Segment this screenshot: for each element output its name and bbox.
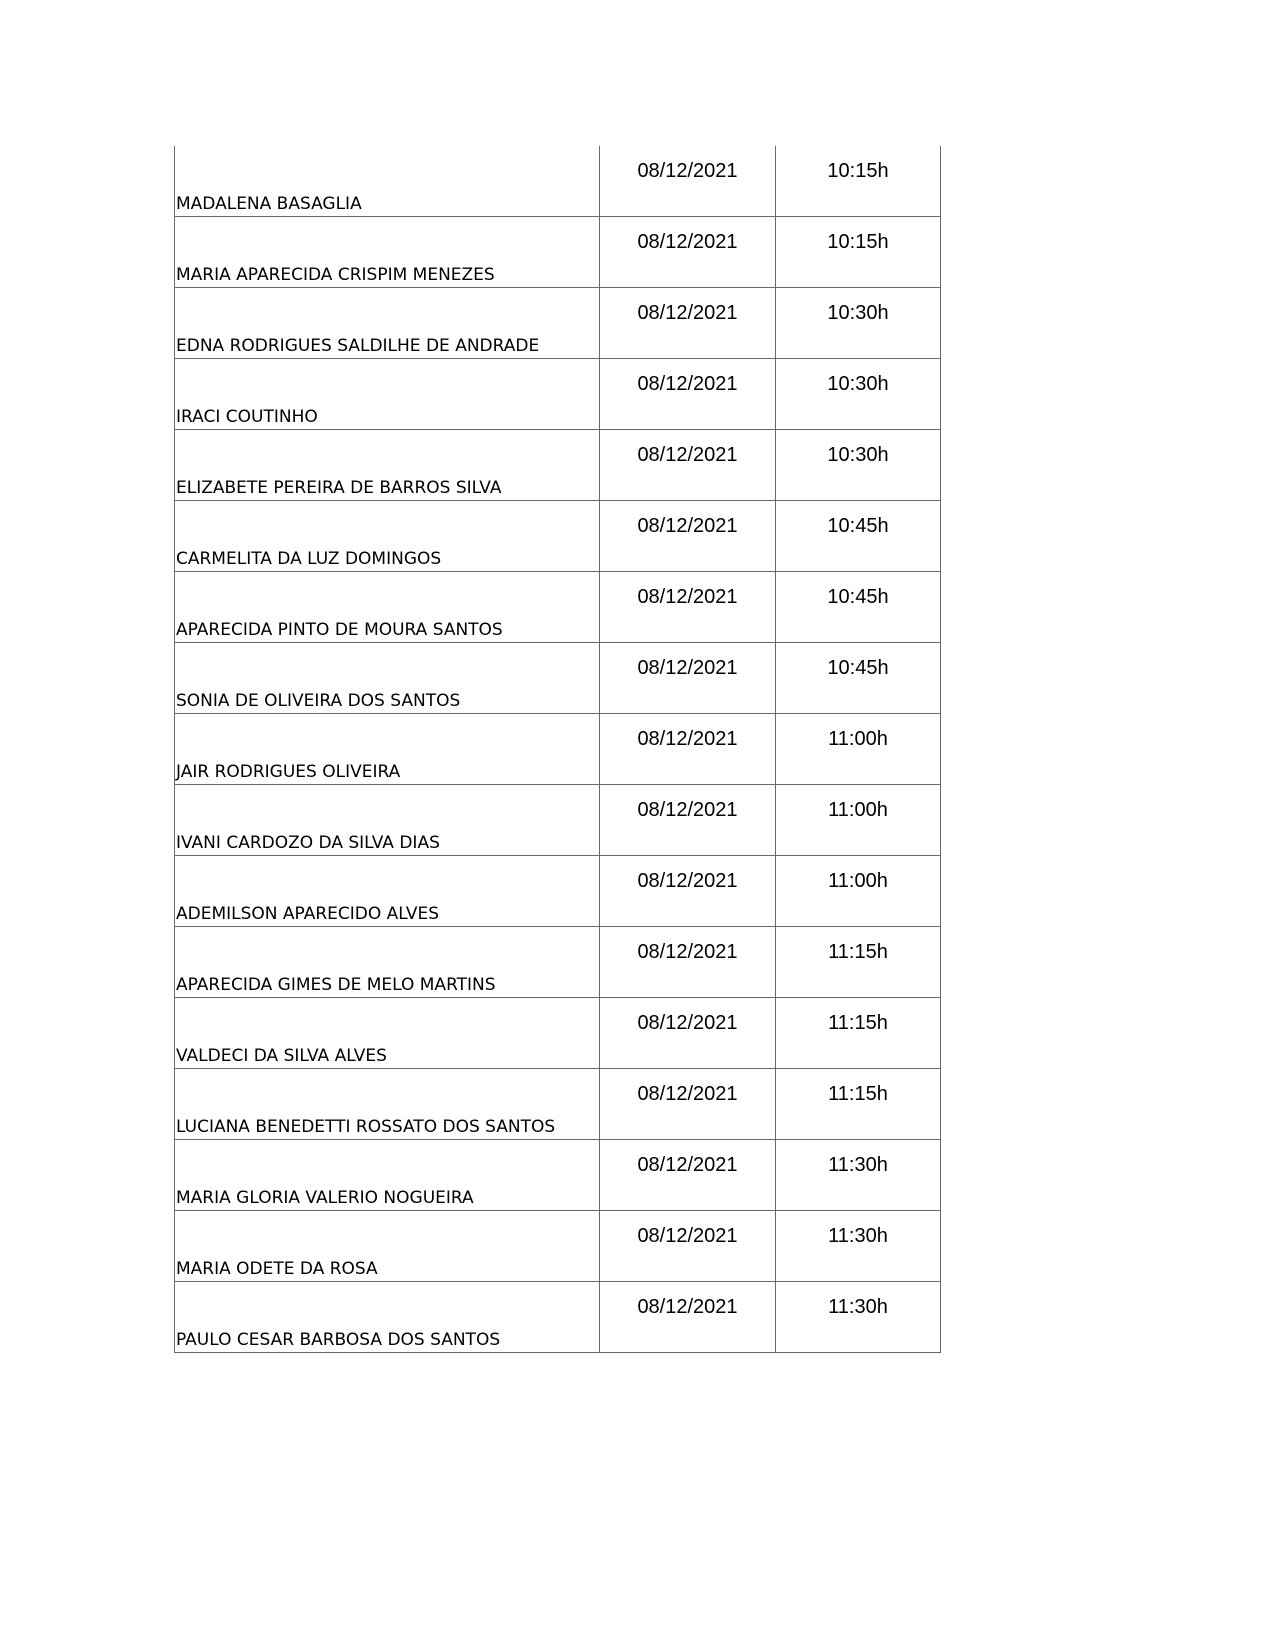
patient-name: EDNA RODRIGUES SALDILHE DE ANDRADE xyxy=(175,288,600,359)
appointment-date: 08/12/2021 xyxy=(600,501,776,572)
appointment-date: 08/12/2021 xyxy=(600,1211,776,1282)
appointment-time: 10:15h xyxy=(776,217,941,288)
appointment-time: 10:45h xyxy=(776,643,941,714)
appointment-date: 08/12/2021 xyxy=(600,927,776,998)
table-row xyxy=(175,501,941,572)
patient-name: LUCIANA BENEDETTI ROSSATO DOS SANTOS xyxy=(175,1069,600,1140)
appointment-time: 11:15h xyxy=(776,1069,941,1140)
patient-name: IRACI COUTINHO xyxy=(175,359,600,430)
table-row xyxy=(175,998,941,1069)
table-row xyxy=(175,1211,941,1282)
table-row xyxy=(175,785,941,856)
appointment-time: 10:15h xyxy=(776,146,941,217)
table-row xyxy=(175,927,941,998)
appointment-time: 10:30h xyxy=(776,288,941,359)
table-row xyxy=(175,1140,941,1211)
appointment-time: 11:00h xyxy=(776,714,941,785)
table-row xyxy=(175,856,941,927)
patient-name: APARECIDA GIMES DE MELO MARTINS xyxy=(175,927,600,998)
appointment-time: 11:15h xyxy=(776,998,941,1069)
table-row xyxy=(175,714,941,785)
patient-name: SONIA DE OLIVEIRA DOS SANTOS xyxy=(175,643,600,714)
appointment-time: 10:30h xyxy=(776,430,941,501)
appointment-date: 08/12/2021 xyxy=(600,1140,776,1211)
table-row xyxy=(175,1069,941,1140)
appointment-date: 08/12/2021 xyxy=(600,856,776,927)
appointment-date: 08/12/2021 xyxy=(600,288,776,359)
patient-name: JAIR RODRIGUES OLIVEIRA xyxy=(175,714,600,785)
appointment-date: 08/12/2021 xyxy=(600,217,776,288)
patient-name: MARIA APARECIDA CRISPIM MENEZES xyxy=(175,217,600,288)
appointment-date: 08/12/2021 xyxy=(600,359,776,430)
appointment-date: 08/12/2021 xyxy=(600,430,776,501)
patient-name: VALDECI DA SILVA ALVES xyxy=(175,998,600,1069)
appointment-time: 11:00h xyxy=(776,856,941,927)
appointment-date: 08/12/2021 xyxy=(600,714,776,785)
table-row xyxy=(175,359,941,430)
table-row xyxy=(175,1282,941,1353)
appointment-date: 08/12/2021 xyxy=(600,572,776,643)
table-row xyxy=(175,217,941,288)
appointment-time: 10:45h xyxy=(776,501,941,572)
patient-name: APARECIDA PINTO DE MOURA SANTOS xyxy=(175,572,600,643)
appointment-date: 08/12/2021 xyxy=(600,643,776,714)
patient-name: IVANI CARDOZO DA SILVA DIAS xyxy=(175,785,600,856)
table-row xyxy=(175,430,941,501)
patient-name: ADEMILSON APARECIDO ALVES xyxy=(175,856,600,927)
appointment-time: 11:15h xyxy=(776,927,941,998)
table-row xyxy=(175,288,941,359)
appointment-time: 10:30h xyxy=(776,359,941,430)
patient-name: MARIA ODETE DA ROSA xyxy=(175,1211,600,1282)
patient-name: PAULO CESAR BARBOSA DOS SANTOS xyxy=(175,1282,600,1353)
appointment-date: 08/12/2021 xyxy=(600,1069,776,1140)
patient-name: CARMELITA DA LUZ DOMINGOS xyxy=(175,501,600,572)
patient-name: MADALENA BASAGLIA xyxy=(175,146,600,217)
appointment-time: 11:30h xyxy=(776,1140,941,1211)
appointment-time: 10:45h xyxy=(776,572,941,643)
appointment-time: 11:30h xyxy=(776,1282,941,1353)
appointment-date: 08/12/2021 xyxy=(600,998,776,1069)
appointment-date: 08/12/2021 xyxy=(600,1282,776,1353)
table-row xyxy=(175,643,941,714)
appointment-time: 11:00h xyxy=(776,785,941,856)
appointment-date: 08/12/2021 xyxy=(600,146,776,217)
table-row xyxy=(175,146,941,217)
patient-name: MARIA GLORIA VALERIO NOGUEIRA xyxy=(175,1140,600,1211)
patient-name: ELIZABETE PEREIRA DE BARROS SILVA xyxy=(175,430,600,501)
appointment-date: 08/12/2021 xyxy=(600,785,776,856)
table-row xyxy=(175,572,941,643)
appointment-time: 11:30h xyxy=(776,1211,941,1282)
schedule-table xyxy=(174,146,941,1353)
